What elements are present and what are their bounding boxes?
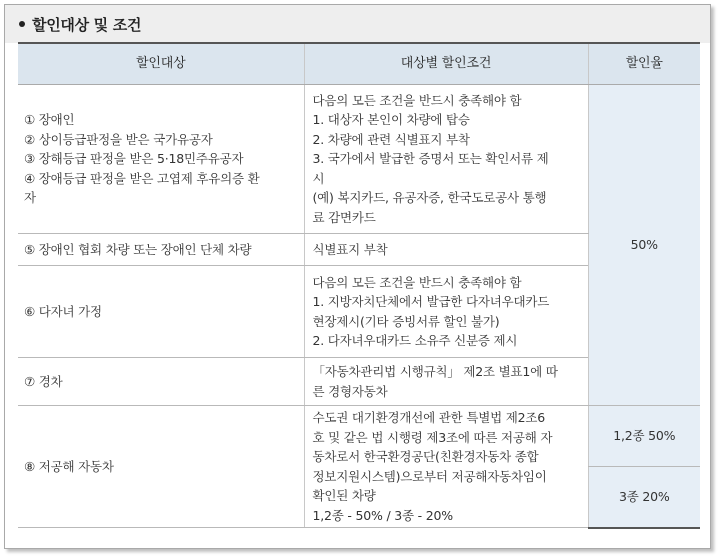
condition-line: 수도권 대기환경개선에 관한 특별법 제2조6 — [312, 410, 545, 425]
header-rate: 할인율 — [588, 43, 700, 85]
condition-cell — [304, 266, 588, 358]
condition-line: 1. 대상자 본인이 차량에 탑승 — [312, 112, 470, 128]
target-line: ① 장애인 — [24, 112, 75, 128]
condition-line: 현장제시(기타 증빙서류 할인 불가) — [312, 313, 500, 329]
target-line: ⑧ 저공해 자동차 — [24, 458, 114, 474]
condition-cell — [304, 85, 588, 234]
condition-line: 호 및 같은 법 시행령 제3조에 따른 저공해 자 — [312, 429, 553, 445]
condition-line: (예) 복지카드, 유공자증, 한국도로공사 통행 — [312, 190, 547, 206]
bullet-icon — [19, 21, 25, 27]
condition-line: 다음의 모든 조건을 반드시 충족해야 함 — [312, 274, 522, 290]
rate-cell-low-emission-1-2: 1,2종 50% — [588, 406, 700, 467]
condition-cell — [304, 358, 588, 406]
target-line: 자 — [24, 190, 36, 206]
target-cell — [18, 358, 304, 406]
target-line: ⑤ 장애인 협회 차량 또는 장애인 단체 차량 — [24, 241, 252, 257]
condition-line: 시 — [312, 170, 325, 186]
condition-line: 정보지원시스템)으로부터 저공해자동차임이 — [312, 468, 547, 484]
table-row — [18, 85, 700, 234]
header-condition: 대상별 할인조건 — [304, 43, 588, 85]
condition-line: 동차로서 한국환경공단(친환경자동차 종합 — [312, 449, 539, 464]
condition-line: 식별표지 부착 — [312, 241, 388, 257]
rate-cell-low-emission-3: 3종 20% — [588, 467, 700, 528]
target-cell — [18, 266, 304, 358]
target-cell — [18, 85, 304, 234]
condition-line: 른 경형자동차 — [312, 383, 388, 399]
section-title — [19, 14, 141, 35]
condition-line: 확인된 차량 — [312, 488, 376, 503]
condition-line: 료 감면카드 — [312, 209, 376, 225]
section-title-text: 할인대상 및 조건 — [32, 16, 142, 34]
rate-cell-common: 50% — [588, 85, 700, 406]
condition-line: 다음의 모든 조건을 반드시 충족해야 함 — [312, 92, 522, 108]
target-line: ⑦ 경차 — [24, 373, 63, 389]
header-target: 할인대상 — [18, 43, 304, 85]
condition-line: 1. 지방자치단체에서 발급한 다자녀우대카드 — [312, 294, 550, 309]
target-line: ③ 장해등급 판정을 받은 5·18민주유공자 — [24, 151, 244, 167]
condition-line: 2. 차량에 관련 식별표지 부착 — [312, 131, 470, 147]
condition-line: 3. 국가에서 발급한 증명서 또는 확인서류 제 — [312, 151, 549, 167]
table-row — [18, 406, 700, 467]
target-line: ④ 장애등급 판정을 받은 고엽제 후유의증 환 — [24, 170, 260, 186]
discount-table — [18, 42, 700, 529]
section-header — [5, 5, 710, 43]
target-line: ⑥ 다자녀 가정 — [24, 303, 102, 319]
condition-line: 2. 다자녀우대카드 소유주 신분증 제시 — [312, 333, 518, 348]
condition-line: 1,2종 - 50% / 3종 - 20% — [312, 507, 453, 523]
target-cell — [18, 234, 304, 266]
condition-cell — [304, 406, 588, 528]
target-cell — [18, 406, 304, 528]
condition-line: 「자동차관리법 시행규칙」 제2조 별표1에 따 — [312, 364, 558, 379]
target-line: ② 상이등급판정을 받은 국가유공자 — [24, 131, 213, 147]
condition-cell — [304, 234, 588, 266]
table-header-row — [18, 43, 700, 85]
